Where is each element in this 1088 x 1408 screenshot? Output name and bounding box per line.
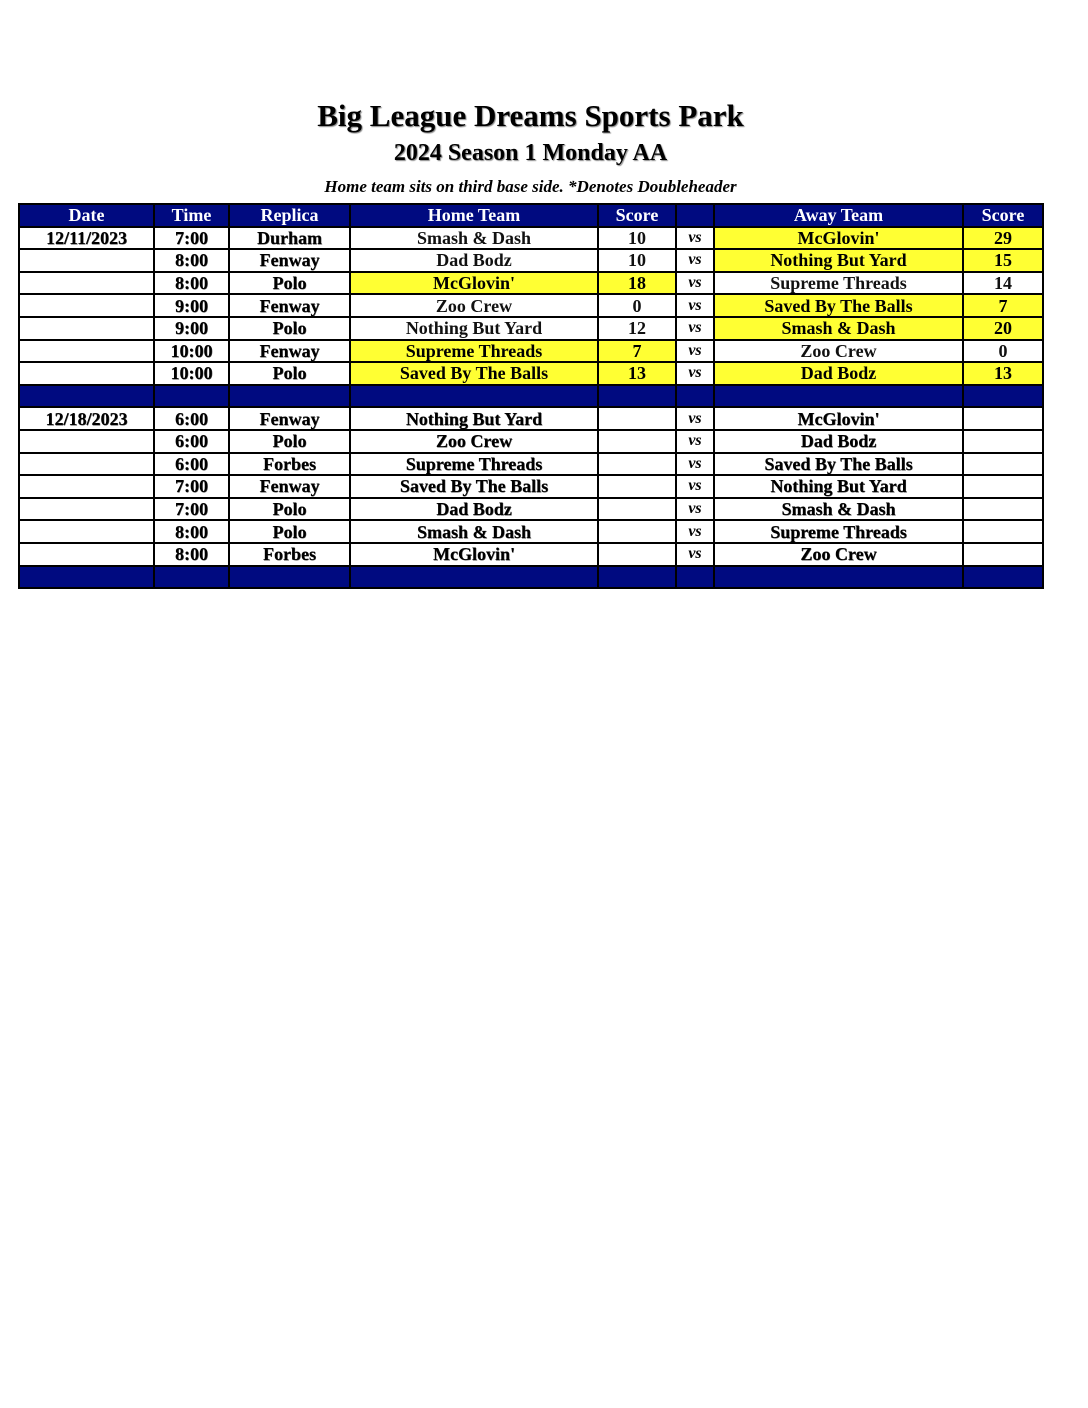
home-team-cell: Nothing But Yard xyxy=(350,317,598,340)
away-team-cell: Saved By The Balls xyxy=(714,294,963,317)
home-team-cell: Smash & Dash xyxy=(350,520,598,543)
home-team-cell: Supreme Threads xyxy=(350,340,598,363)
date-cell xyxy=(19,475,154,498)
home-score-cell: 10 xyxy=(598,249,676,272)
table-row xyxy=(19,407,1043,430)
replica-cell: Fenway xyxy=(229,407,350,430)
away-score-cell xyxy=(963,498,1043,521)
replica-cell: Fenway xyxy=(229,294,350,317)
table-row xyxy=(19,498,1043,521)
away-team-cell: Smash & Dash xyxy=(714,498,963,521)
vs-cell: vs xyxy=(676,249,714,272)
away-team-cell: Nothing But Yard xyxy=(714,475,963,498)
vs-cell: vs xyxy=(676,317,714,340)
away-team-cell: McGlovin' xyxy=(714,227,963,250)
away-score-cell xyxy=(963,475,1043,498)
away-score-cell: 14 xyxy=(963,272,1043,295)
away-team-cell: Zoo Crew xyxy=(714,543,963,566)
home-score-cell xyxy=(598,498,676,521)
time-cell: 8:00 xyxy=(154,272,229,295)
time-cell: 9:00 xyxy=(154,294,229,317)
date-cell xyxy=(19,543,154,566)
table-row xyxy=(19,227,1043,250)
vs-cell: vs xyxy=(676,498,714,521)
home-team-cell: Saved By The Balls xyxy=(350,362,598,385)
table-row xyxy=(19,249,1043,272)
away-score-cell xyxy=(963,520,1043,543)
date-cell xyxy=(19,294,154,317)
away-team-cell: Supreme Threads xyxy=(714,272,963,295)
home-score-cell: 7 xyxy=(598,340,676,363)
time-cell: 6:00 xyxy=(154,453,229,476)
time-cell: 8:00 xyxy=(154,543,229,566)
date-cell: 12/18/2023 xyxy=(19,407,154,430)
replica-cell: Polo xyxy=(229,362,350,385)
table-row xyxy=(19,362,1043,385)
date-cell xyxy=(19,340,154,363)
away-score-cell: 13 xyxy=(963,362,1043,385)
col-home-team: Home Team xyxy=(350,204,598,227)
date-cell xyxy=(19,498,154,521)
separator-row xyxy=(19,566,1043,589)
time-cell: 10:00 xyxy=(154,362,229,385)
replica-cell: Forbes xyxy=(229,543,350,566)
home-team-cell: Saved By The Balls xyxy=(350,475,598,498)
home-team-cell: McGlovin' xyxy=(350,543,598,566)
replica-cell: Polo xyxy=(229,520,350,543)
time-cell: 7:00 xyxy=(154,498,229,521)
header-row xyxy=(19,204,1043,227)
away-score-cell: 29 xyxy=(963,227,1043,250)
away-team-cell: McGlovin' xyxy=(714,407,963,430)
away-team-cell: Smash & Dash xyxy=(714,317,963,340)
page-note: Home team sits on third base side. *Denotes Doubleheader xyxy=(324,177,737,196)
home-score-cell: 13 xyxy=(598,362,676,385)
col-away-team: Away Team xyxy=(714,204,963,227)
home-team-cell: Nothing But Yard xyxy=(350,407,598,430)
col-replica: Replica xyxy=(229,204,350,227)
time-cell: 6:00 xyxy=(154,407,229,430)
date-cell xyxy=(19,362,154,385)
away-score-cell: 0 xyxy=(963,340,1043,363)
separator-row xyxy=(19,385,1043,408)
table-row xyxy=(19,543,1043,566)
home-score-cell xyxy=(598,475,676,498)
home-score-cell xyxy=(598,407,676,430)
replica-cell: Durham xyxy=(229,227,350,250)
date-cell xyxy=(19,272,154,295)
vs-cell: vs xyxy=(676,520,714,543)
vs-cell: vs xyxy=(676,227,714,250)
home-team-cell: Supreme Threads xyxy=(350,453,598,476)
away-score-cell: 7 xyxy=(963,294,1043,317)
home-team-cell: Zoo Crew xyxy=(350,430,598,453)
home-score-cell xyxy=(598,430,676,453)
home-score-cell: 0 xyxy=(598,294,676,317)
away-score-cell: 15 xyxy=(963,249,1043,272)
col-home-score: Score xyxy=(598,204,676,227)
time-cell: 10:00 xyxy=(154,340,229,363)
away-score-cell xyxy=(963,430,1043,453)
home-team-cell: Dad Bodz xyxy=(350,249,598,272)
away-team-cell: Dad Bodz xyxy=(714,430,963,453)
vs-cell: vs xyxy=(676,272,714,295)
time-cell: 6:00 xyxy=(154,430,229,453)
home-team-cell: McGlovin' xyxy=(350,272,598,295)
time-cell: 8:00 xyxy=(154,520,229,543)
away-score-cell xyxy=(963,543,1043,566)
replica-cell: Polo xyxy=(229,430,350,453)
table-row xyxy=(19,453,1043,476)
table-row xyxy=(19,520,1043,543)
time-cell: 7:00 xyxy=(154,475,229,498)
col-vs xyxy=(676,204,714,227)
home-score-cell xyxy=(598,520,676,543)
home-team-cell: Smash & Dash xyxy=(350,227,598,250)
col-away-score: Score xyxy=(963,204,1043,227)
away-team-cell: Zoo Crew xyxy=(714,340,963,363)
replica-cell: Fenway xyxy=(229,475,350,498)
col-time: Time xyxy=(154,204,229,227)
away-team-cell: Saved By The Balls xyxy=(714,453,963,476)
away-score-cell xyxy=(963,453,1043,476)
time-cell: 9:00 xyxy=(154,317,229,340)
vs-cell: vs xyxy=(676,362,714,385)
table-row xyxy=(19,475,1043,498)
away-team-cell: Dad Bodz xyxy=(714,362,963,385)
home-team-cell: Dad Bodz xyxy=(350,498,598,521)
away-score-cell xyxy=(963,407,1043,430)
home-score-cell: 18 xyxy=(598,272,676,295)
table-row xyxy=(19,317,1043,340)
table-row xyxy=(19,294,1043,317)
date-cell xyxy=(19,430,154,453)
replica-cell: Polo xyxy=(229,498,350,521)
date-cell xyxy=(19,520,154,543)
home-score-cell xyxy=(598,453,676,476)
date-cell xyxy=(19,317,154,340)
time-cell: 8:00 xyxy=(154,249,229,272)
away-team-cell: Nothing But Yard xyxy=(714,249,963,272)
vs-cell: vs xyxy=(676,294,714,317)
away-score-cell: 20 xyxy=(963,317,1043,340)
away-team-cell: Supreme Threads xyxy=(714,520,963,543)
replica-cell: Polo xyxy=(229,317,350,340)
vs-cell: vs xyxy=(676,430,714,453)
table-row xyxy=(19,430,1043,453)
home-score-cell xyxy=(598,543,676,566)
vs-cell: vs xyxy=(676,543,714,566)
vs-cell: vs xyxy=(676,475,714,498)
replica-cell: Fenway xyxy=(229,249,350,272)
vs-cell: vs xyxy=(676,453,714,476)
home-team-cell: Zoo Crew xyxy=(350,294,598,317)
replica-cell: Forbes xyxy=(229,453,350,476)
page-subtitle: 2024 Season 1 Monday AA xyxy=(393,140,668,166)
col-date: Date xyxy=(19,204,154,227)
schedule-table xyxy=(18,203,1044,589)
table-row xyxy=(19,340,1043,363)
date-cell xyxy=(19,453,154,476)
home-score-cell: 10 xyxy=(598,227,676,250)
vs-cell: vs xyxy=(676,340,714,363)
date-cell: 12/11/2023 xyxy=(19,227,154,250)
page-title: Big League Dreams Sports Park xyxy=(317,98,744,133)
replica-cell: Polo xyxy=(229,272,350,295)
date-cell xyxy=(19,249,154,272)
vs-cell: vs xyxy=(676,407,714,430)
time-cell: 7:00 xyxy=(154,227,229,250)
table-row xyxy=(19,272,1043,295)
replica-cell: Fenway xyxy=(229,340,350,363)
home-score-cell: 12 xyxy=(598,317,676,340)
